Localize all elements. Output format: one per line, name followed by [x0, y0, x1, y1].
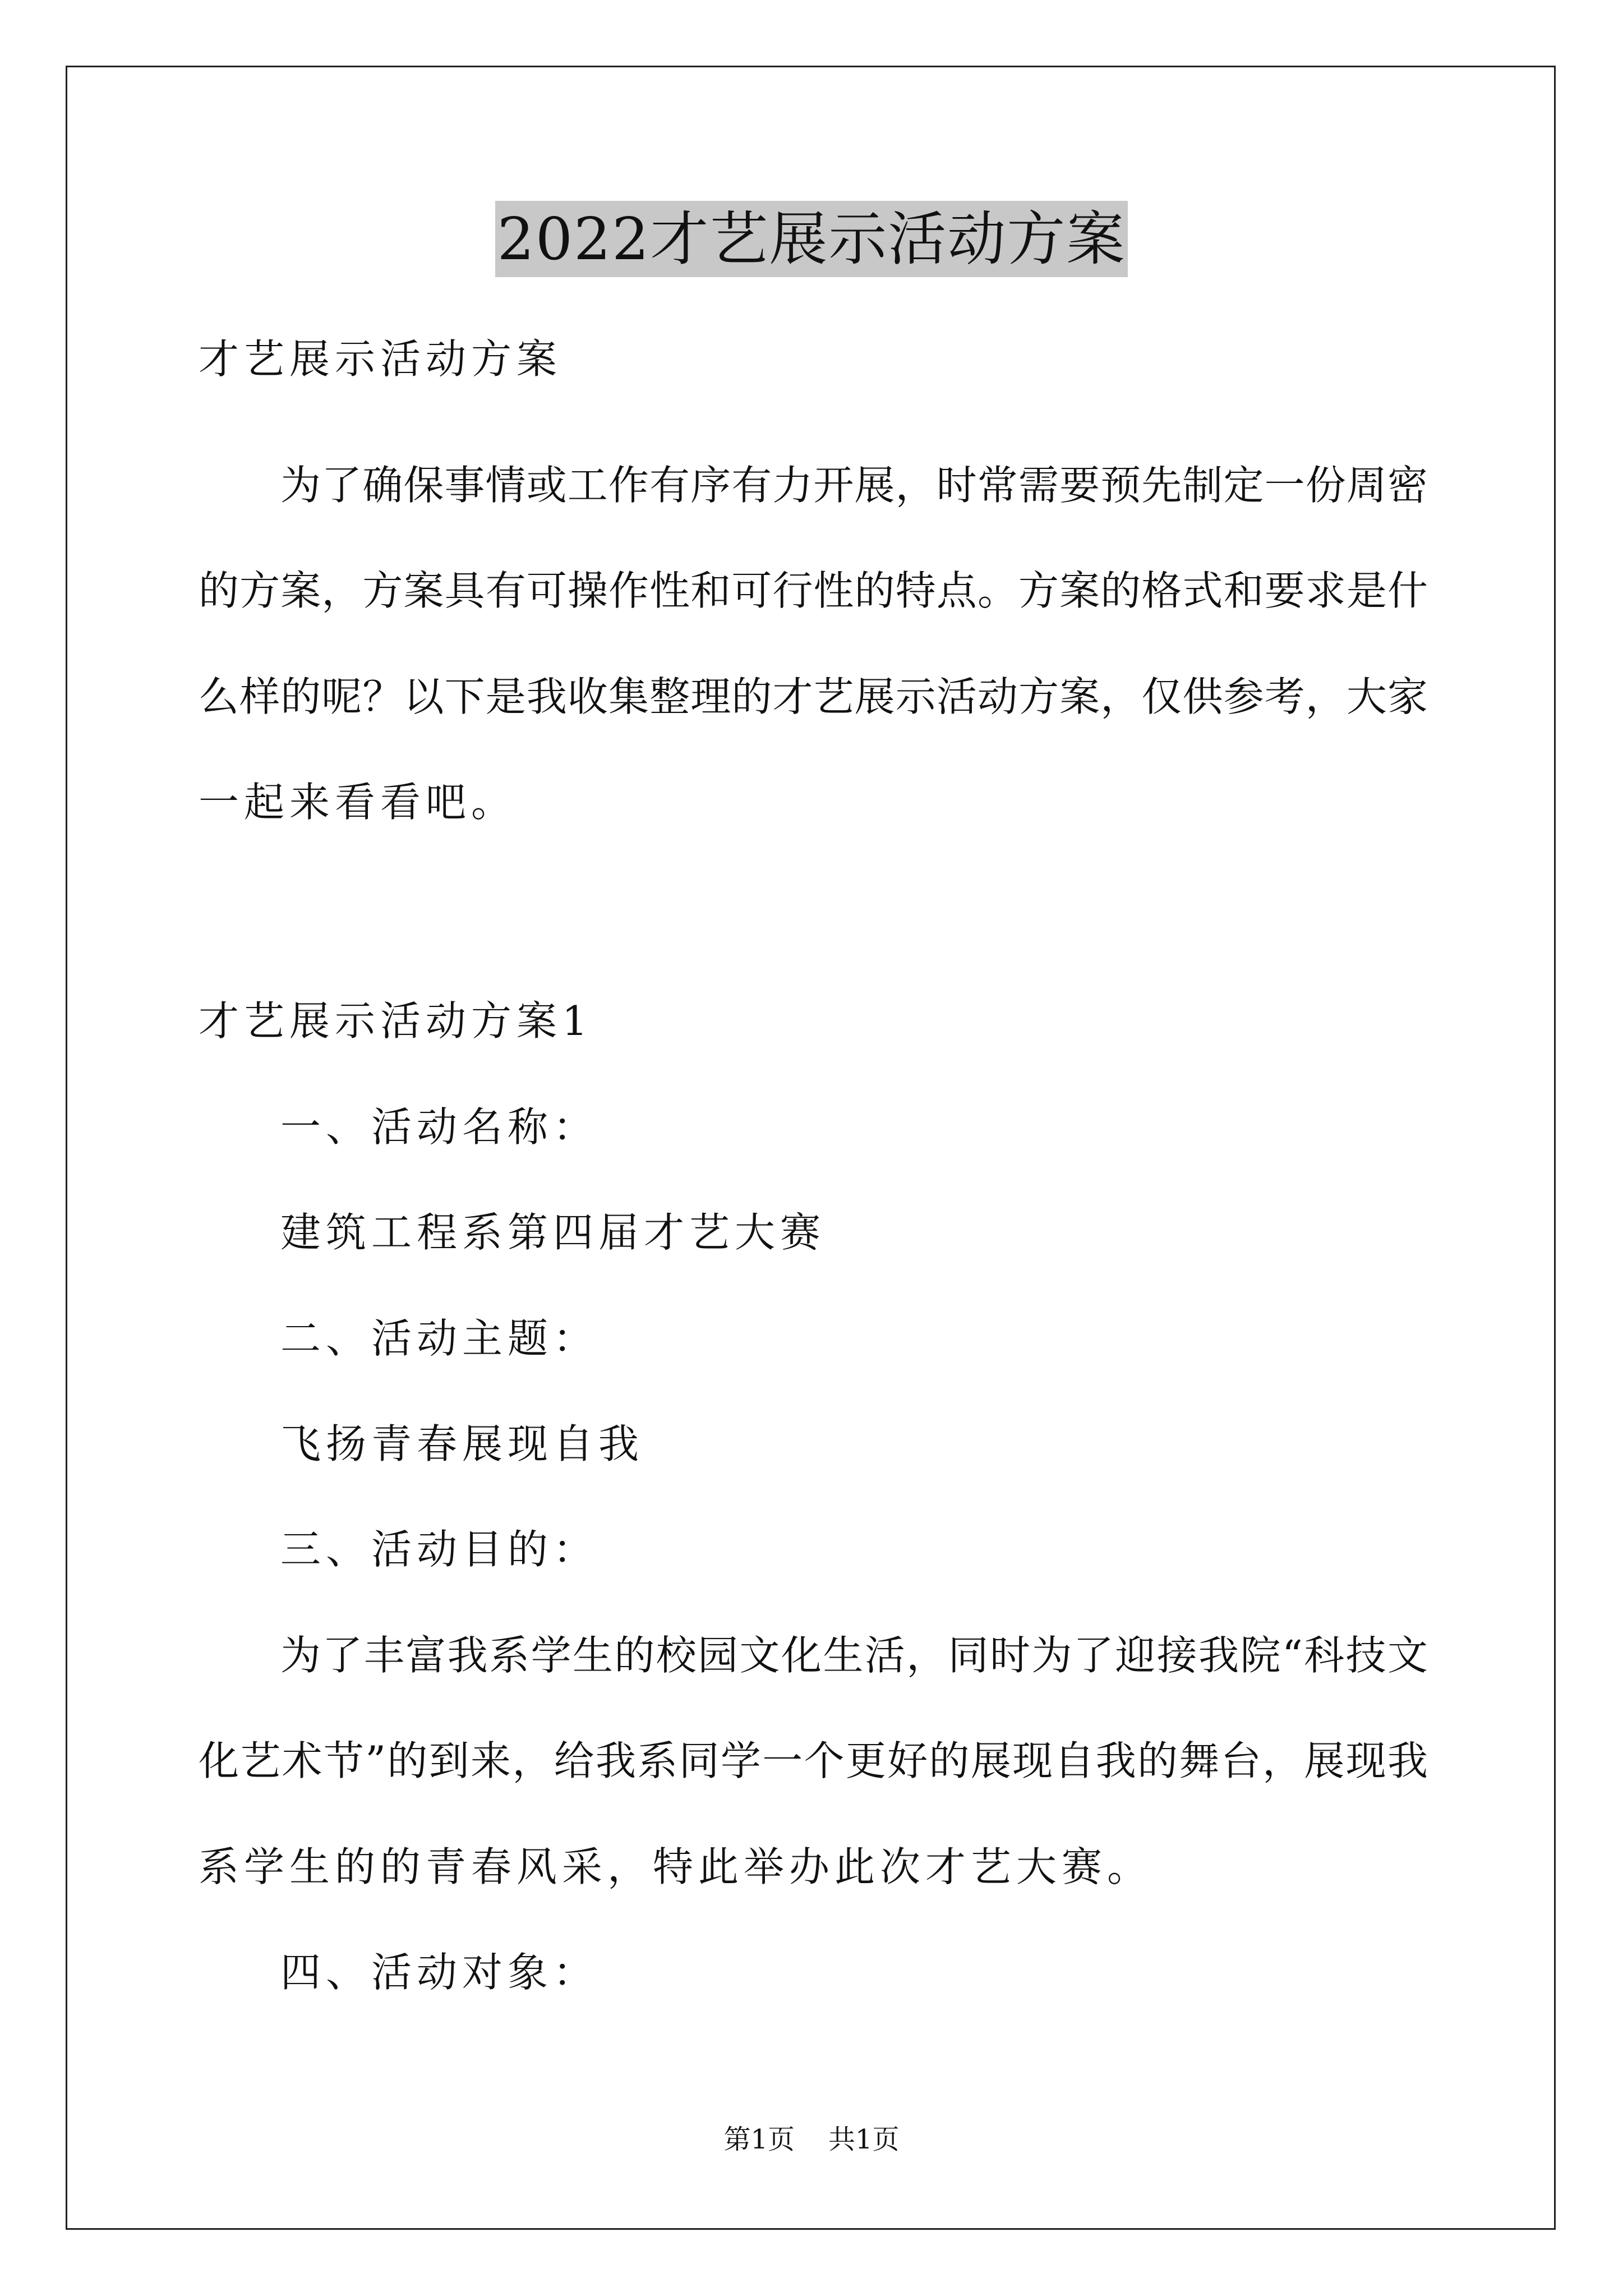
page-number-total: 共1页: [828, 2124, 900, 2155]
item-body-theme: 飞扬青春展现自我: [280, 1420, 644, 1467]
intro-paragraph-line-1: 为了确保事情或工作有序有力开展，时常需要预先制定一份周密: [280, 462, 1428, 509]
intro-paragraph-line-4: 一起来看看吧。: [199, 779, 517, 826]
purpose-paragraph-line-2: 化艺术节”的到来，给我系同学一个更好的展现自我的舞台，展现我: [199, 1737, 1428, 1784]
purpose-paragraph-line-3: 系学生的的青春风采，特此举办此次才艺大赛。: [199, 1843, 1153, 1890]
item-heading-theme: 二、活动主题：: [280, 1315, 599, 1362]
document-title: 2022才艺展示活动方案: [495, 201, 1128, 277]
intro-paragraph-line-2: 的方案，方案具有可操作性和可行性的特点。方案的格式和要求是什: [199, 567, 1428, 614]
page-footer: [0, 2123, 1623, 2156]
purpose-paragraph-line-1: 为了丰富我系学生的校园文化生活，同时为了迎接我院“科技文: [280, 1632, 1428, 1679]
title-container: [0, 201, 1623, 277]
item-heading-audience: 四、活动对象：: [280, 1949, 599, 1996]
intro-paragraph-line-3: 么样的呢？以下是我收集整理的才艺展示活动方案，仅供参考，大家: [199, 673, 1428, 720]
item-heading-purpose: 三、活动目的：: [280, 1526, 599, 1573]
intro-heading: 才艺展示活动方案: [199, 335, 562, 383]
section-heading: 才艺展示活动方案1: [199, 997, 593, 1045]
page-number-current: 第1页: [723, 2124, 795, 2155]
item-body-name: 建筑工程系第四届才艺大赛: [280, 1209, 826, 1256]
item-heading-name: 一、活动名称：: [280, 1103, 599, 1151]
